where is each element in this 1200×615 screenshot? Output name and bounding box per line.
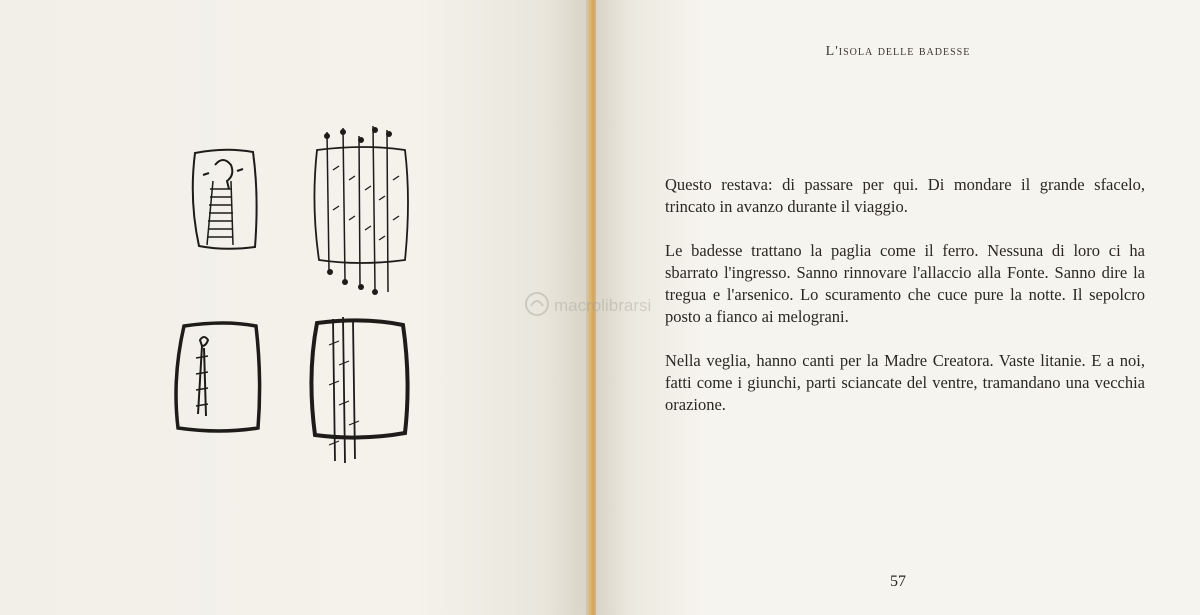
- page-number: 57: [890, 573, 906, 590]
- paragraph-2: Le badesse trattano la paglia come il ferro. Nessuna di loro ci ha sbarrato l'ingresso. Sanno rinnovare l'allaccio alla Fonte. Sanno dire la tregua e l'arsenico. Lo scuramento che cuce pure la notte. Il sepolcro posto a fianco ai melograni.: [665, 241, 1145, 326]
- running-head: L'isola delle badesse: [825, 44, 971, 59]
- left-page: [0, 0, 590, 615]
- paragraph-3: Nella veglia, hanno canti per la Madre Creatora. Vaste litanie. E a noi, fatti come i giunchi, parti sciancate del ventre, tramandano una vecchia orazione.: [665, 351, 1145, 414]
- watermark-text: macrolibrarsi: [554, 296, 652, 315]
- drawing-heavy-frame: [305, 315, 415, 465]
- drawing-framed-box: [170, 318, 265, 438]
- drawing-vertical-strokes: [305, 120, 420, 300]
- watermark: [524, 290, 651, 322]
- paragraph-1: Questo restava: di passare per qui. Di mondare il grande sfacelo, trincato in avanzo durante il viaggio.: [665, 175, 1145, 216]
- body-text: [665, 174, 1145, 438]
- drawing-figure-sketch: [185, 145, 265, 255]
- watermark-logo-icon: [524, 291, 550, 322]
